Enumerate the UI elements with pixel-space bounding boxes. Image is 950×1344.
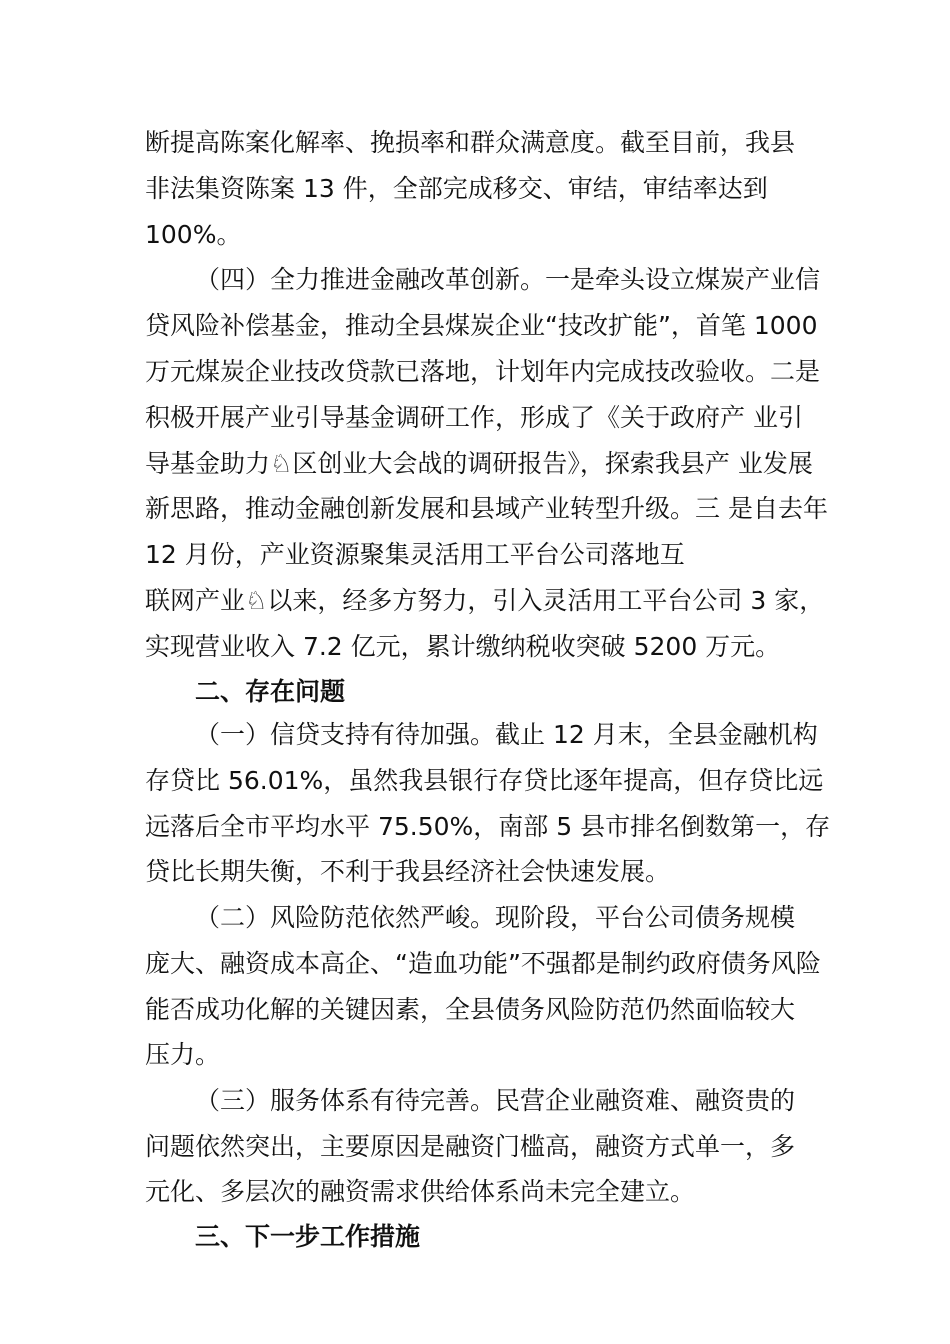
paragraph-start: （三）服务体系有待完善。民营企业融资难、融资贵的 — [195, 1086, 796, 1115]
text-line: 12 月份，产业资源聚集灵活用工平台公司落地互 — [145, 540, 685, 569]
text-line: 问题依然突出，主要原因是融资门槛高，融资方式单一，多 — [145, 1132, 796, 1161]
text-line: 非法集资陈案 13 件，全部完成移交、审结，审结率达到 — [145, 174, 768, 203]
section-heading: 二、存在问题 — [195, 677, 346, 706]
paragraph-start: （一）信贷支持有待加强。截止 12 月末，全县金融机构 — [195, 720, 818, 749]
text-line: 联网产业♘以来，经多方努力，引入灵活用工平台公司 3 家， — [145, 586, 825, 615]
text-line: 万元煤炭企业技改贷款已落地，计划年内完成技改验收。二是 — [145, 357, 821, 386]
section-heading: 三、下一步工作措施 — [195, 1222, 421, 1251]
text-line: 积极开展产业引导基金调研工作，形成了《关于政府产 业引 — [145, 403, 803, 432]
text-line: 贷风险补偿基金，推动全县煤炭企业“技改扩能”，首笔 1000 — [145, 311, 818, 340]
text-line: 贷比长期失衡，不利于我县经济社会快速发展。 — [145, 857, 671, 886]
text-line: 远落后全市平均水平 75.50%，南部 5 县市排名倒数第一，存 — [145, 812, 831, 841]
text-line: 存贷比 56.01%，虽然我县银行存贷比逐年提高，但存贷比远 — [145, 766, 824, 795]
text-line: 庞大、融资成本高企、“造血功能”不强都是制约政府债务风险 — [145, 949, 821, 978]
text-line: 新思路，推动金融创新发展和县域产业转型升级。三 是自去年 — [145, 494, 828, 523]
text-line: 压力。 — [145, 1040, 221, 1069]
text-line: 实现营业收入 7.2 亿元，累计缴纳税收突破 5200 万元。 — [145, 632, 781, 661]
text-line: 导基金助力♘区创业大会战的调研报告》，探索我县产 业发展 — [145, 449, 813, 478]
text-line: 能否成功化解的关键因素，全县债务风险防范仍然面临较大 — [145, 995, 796, 1024]
paragraph-start: （四）全力推进金融改革创新。一是牵头设立煤炭产业信 — [195, 265, 821, 294]
text-line: 100%。 — [145, 220, 242, 249]
paragraph-start: （二）风险防范依然严峻。现阶段，平台公司债务规模 — [195, 903, 796, 932]
text-line: 断提高陈案化解率、挽损率和群众满意度。截至目前，我县 — [145, 128, 796, 157]
text-line: 元化、多层次的融资需求供给体系尚未完全建立。 — [145, 1177, 696, 1206]
